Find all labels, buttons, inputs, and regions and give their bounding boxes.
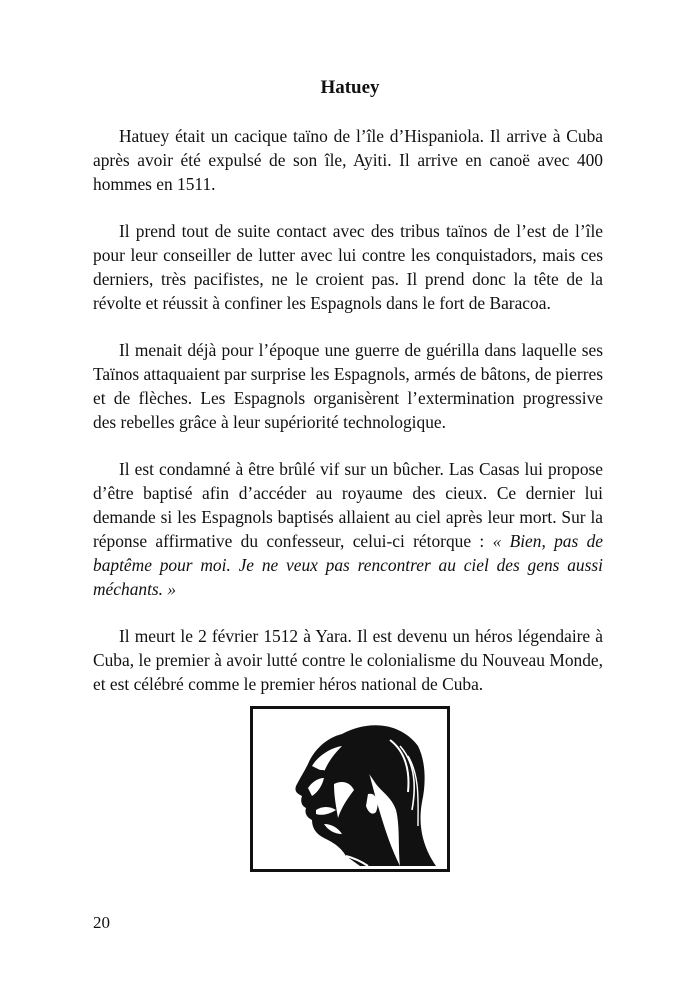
hatuey-quote: « Bien, pas de baptême pour moi. Je ne veux pas rencontrer au ciel des gens aussi méchants. » <box>93 531 604 599</box>
paragraph-1: Hatuey était un cacique taïno de l’île d’Hispaniola. Il arrive à Cuba après avoir été expulsé de son île, Ayiti. Il arrive en canoë avec 400 hommes en 1511. <box>93 126 603 194</box>
paragraph-4 <box>93 457 603 601</box>
paragraph-4-text: Il est condamné à être brûlé vif sur un bûcher. Las Casas lui propose d’être baptisé afin d’accéder au royaume des cieux. Ce dernier lui demande si les Espagnols baptisés allaient au ciel après leur mort. Sur la réponse affirmative du confesseur, celui-ci rétorque : <box>93 459 603 551</box>
paragraph-5: Il meurt le 2 février 1512 à Yara. Il est devenu un héros légendaire à Cuba, le premier à avoir lutté contre le colonialisme du Nouveau Monde, et est célébré comme le premier héros national de Cuba. <box>93 626 603 694</box>
body-text <box>93 124 603 719</box>
hatuey-portrait-illustration <box>250 706 450 872</box>
paragraph-2: Il prend tout de suite contact avec des tribus taïnos de l’est de l’île pour leur conseiller de lutter avec lui contre les conquistadors, mais ces derniers, très pacifistes, ne le croient pas. Il prend donc la tête de la révolte et réussit à confiner les Espagnols dans le fort de Baracoa. <box>93 221 603 313</box>
page-number: 20 <box>93 913 110 932</box>
paragraph-3: Il menait déjà pour l’époque une guerre de guérilla dans laquelle ses Taïnos attaquaient par surprise les Espagnols, armés de bâtons, de pierres et de flèches. Les Espagnols organisèrent l’extermination progressive des rebelles grâce à leur supériorité technologique. <box>93 340 603 432</box>
page-title: Hatuey <box>320 77 380 98</box>
